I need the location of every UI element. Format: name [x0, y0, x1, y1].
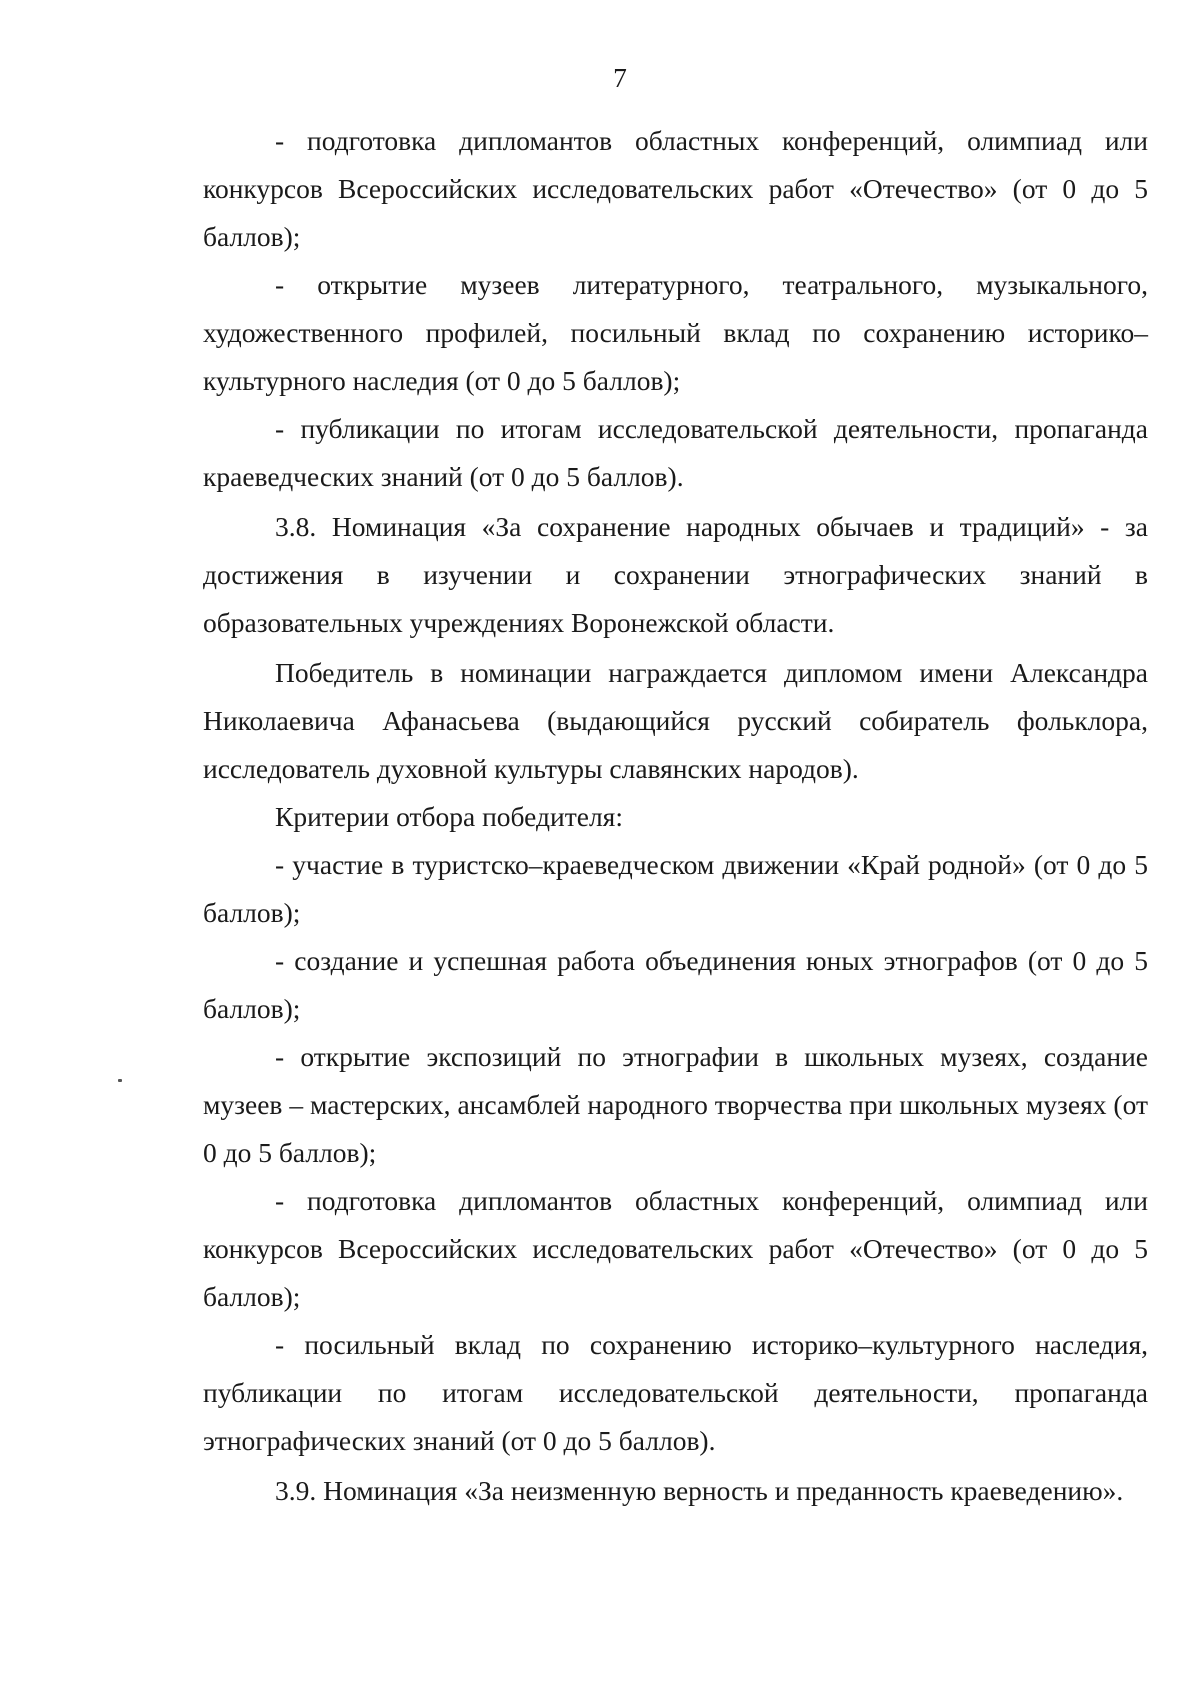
document-body	[203, 117, 1148, 1515]
page-number: 7	[613, 62, 627, 93]
criterion-diplomants-regional: - подготовка дипломантов областных конференций, олимпиад или конкурсов Всероссийских исследовательских работ «Отечество» (от 0 до 5 баллов);	[203, 125, 1148, 252]
criterion-publications-local-history: - публикации по итогам исследовательской деятельности, пропаганда краеведческих знаний (от 0 до 5 баллов).	[203, 413, 1148, 492]
scan-speck	[118, 1079, 122, 1082]
criterion-diplomants-regional-2: - подготовка дипломантов областных конференций, олимпиад или конкурсов Всероссийских исследовательских работ «Отечество» (от 0 до 5 баллов);	[203, 1185, 1148, 1312]
criterion-ethnographers-association: - создание и успешная работа объединения юных этнографов (от 0 до 5 баллов);	[203, 945, 1148, 1024]
selection-criteria-heading: Критерии отбора победителя:	[275, 801, 623, 832]
criterion-museums-opening: - открытие музеев литературного, театрального, музыкального, художественного профилей, посильный вклад по сохранению историко–культурного наследия (от 0 до 5 баллов);	[203, 269, 1148, 396]
criterion-tourism-movement: - участие в туристско–краеведческом движении «Край родной» (от 0 до 5 баллов);	[203, 849, 1148, 928]
criterion-ethnography-expositions: - открытие экспозиций по этнографии в школьных музеях, создание музеев – мастерских, ансамблей народного творчества при школьных музеях (от 0 до 5 баллов);	[203, 1041, 1148, 1168]
section-3-8-heading: 3.8. Номинация «За сохранение народных обычаев и традиций» - за достижения в изучении и сохранении этнографических знаний в образовательных учреждениях Воронежской области.	[203, 511, 1148, 638]
section-3-9-heading: 3.9. Номинация «За неизменную верность и преданность краеведению».	[275, 1475, 1124, 1506]
winner-award-paragraph: Победитель в номинации награждается дипломом имени Александра Николаевича Афанасьева (выдающийся русский собиратель фольклора, исследователь духовной культуры славянских народов).	[203, 657, 1148, 784]
criterion-cultural-heritage: - посильный вклад по сохранению историко–культурного наследия, публикации по итогам исследовательской деятельности, пропаганда этнографических знаний (от 0 до 5 баллов).	[203, 1329, 1148, 1456]
